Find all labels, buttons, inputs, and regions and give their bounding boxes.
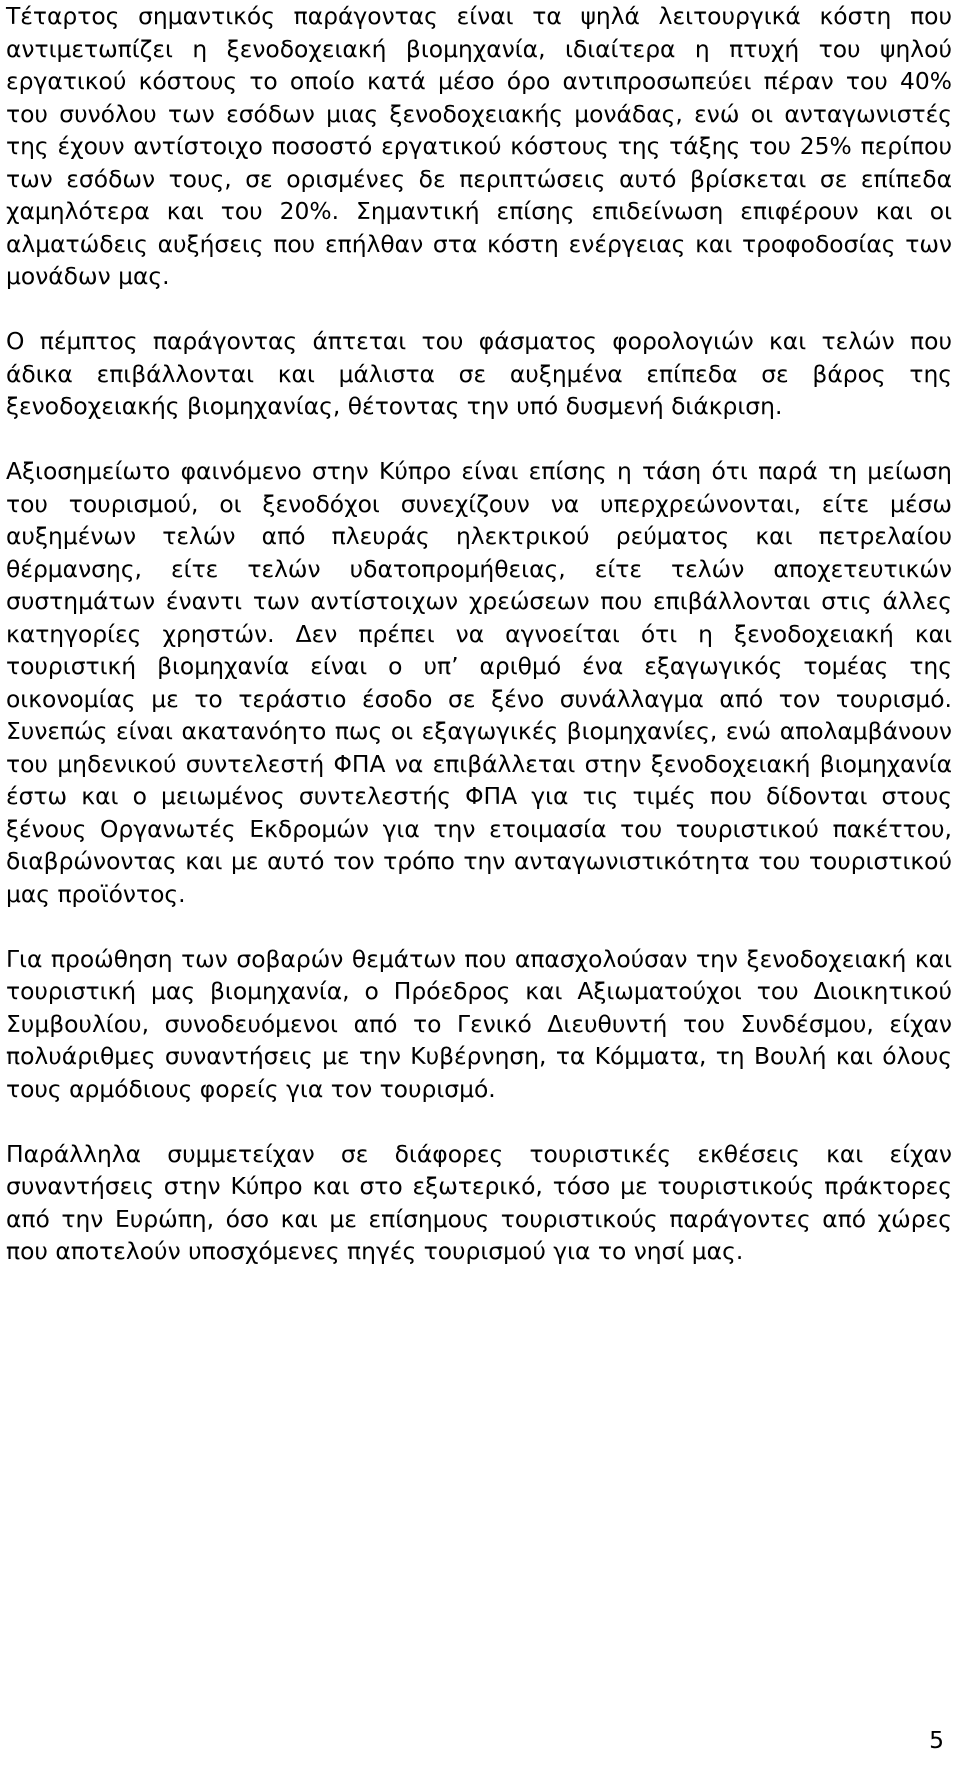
- paragraph-meetings: Για προώθηση των σοβαρών θεμάτων που απασχολούσαν την ξενοδοχειακή και τουριστική μας βιομηχανία, ο Πρόεδρος και Αξιωματούχοι του Διοικητικού Συμβουλίου, συνοδευόμενοι από το Γενικό Διευθυντή του Συνδέσμου, είχαν πολυάριθμες συναντήσεις με την Κυβέρνηση, τα Κόμματα, τη Βουλή και όλους τους αρμόδιους φορείς για τον τουρισμό.: [6, 944, 952, 1103]
- paragraph-overcharging: Αξιοσημείωτο φαινόμενο στην Κύπρο είναι επίσης η τάση ότι παρά τη μείωση του τουρισμού, οι ξενοδόχοι συνεχίζουν να υπερχρεώνονται, είτε μέσω αυξημένων τελών από πλευράς ηλεκτρικού ρεύματος και πετρελαίου θέρμανσης, είτε τελών υδατοπρομήθειας, είτε τελών αποχετευτικών συστημάτων έναντι των αντίστοιχων χρεώσεων που επιβάλλονται στις άλλες κατηγορίες χρηστών. Δεν πρέπει να αγνοείται ότι η ξενοδοχειακή και τουριστική βιομηχανία είναι ο υπ’ αριθμό ένα εξαγωγικός τομέας της οικονομίας με το τεράστιο έσοδο σε ξένο συνάλλαγμα από τον τουρισμό. Συνεπώς είναι ακατανόητο πως οι εξαγωγικές βιομηχανίες, ενώ απολαμβάνουν του μηδενικού συντελεστή ΦΠΑ να επιβάλλεται στην ξενοδοχειακή βιομηχανία έστω και ο μειωμένος συντελεστής ΦΠΑ για τις τιμές που δίδονται στους ξένους Οργανωτές Εκδρομών για την ετοιμασία του τουριστικού πακέττου, διαβρώνοντας και με αυτό τον τρόπο την ανταγωνιστικότητα του τουριστικού μας προϊόντος.: [6, 457, 952, 908]
- paragraph-exhibitions: Παράλληλα συμμετείχαν σε διάφορες τουριστικές εκθέσεις και είχαν συναντήσεις στην Κύπρο και στο εξωτερικό, τόσο με τουριστικούς πράκτορες από την Ευρώπη, όσο και με επίσημους τουριστικούς παράγοντες από χώρες που αποτελούν υποσχόμενες πηγές τουρισμού για το νησί μας.: [6, 1139, 952, 1265]
- paragraph-taxes-fees: Ο πέμπτος παράγοντας άπτεται του φάσματος φορολογιών και τελών που άδικα επιβάλλονται και μάλιστα σε αυξημένα επίπεδα σε βάρος της ξενοδοχειακής βιομηχανίας, θέτοντας την υπό δυσμενή διάκριση.: [6, 327, 952, 420]
- paragraph-operating-costs: Τέταρτος σημαντικός παράγοντας είναι τα ψηλά λειτουργικά κόστη που αντιμετωπίζει η ξενοδοχειακή βιομηχανία, ιδιαίτερα η πτυχή του ψηλού εργατικού κόστους το οποίο κατά μέσο όρο αντιπροσωπεύει πέραν του 40% του συνόλου των εσόδων μιας ξενοδοχειακής μονάδας, ενώ οι ανταγωνιστές της έχουν αντίστοιχο ποσοστό εργατικού κόστους της τάξης του 25% περίπου των εσόδων τους, σε ορισμένες δε περιπτώσεις αυτό βρίσκεται σε επίπεδα χαμηλότερα και του 20%. Σημαντική επίσης επιδείνωση επιφέρουν και οι αλματώδεις αυξήσεις που επήλθαν στα κόστη ενέργειας και τροφοδοσίας των μονάδων μας.: [6, 2, 952, 290]
- document-page: [6, 0, 952, 1300]
- page-number: 5: [929, 1726, 944, 1754]
